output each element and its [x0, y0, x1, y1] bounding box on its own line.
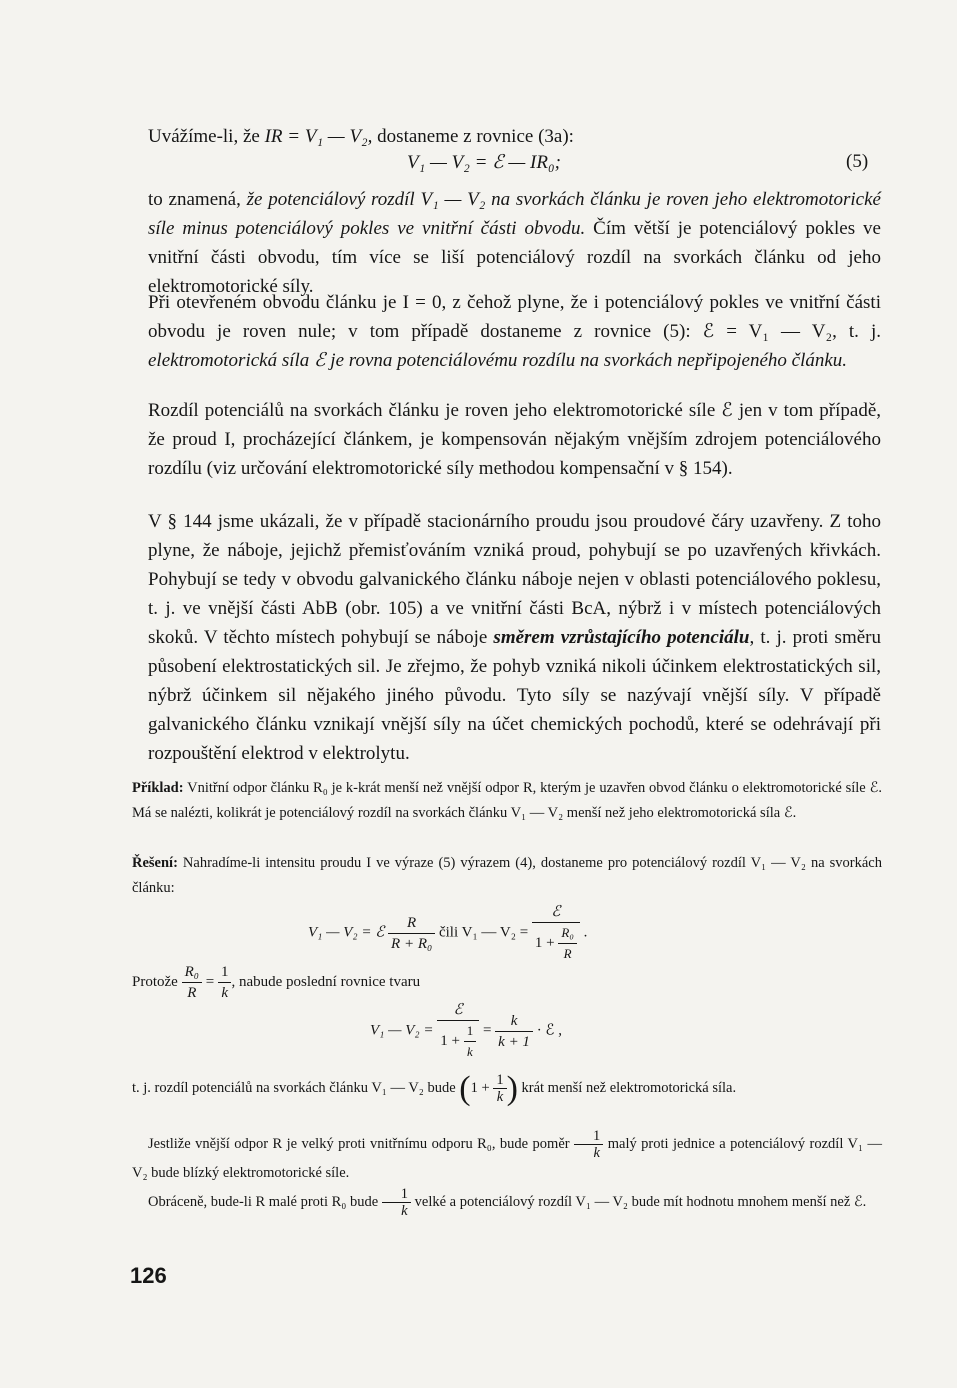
paragraph-intro: [148, 122, 881, 151]
tj-num: 1: [496, 1072, 504, 1088]
jestlize-den: k: [574, 1144, 603, 1161]
eqB-num1: ℰ: [453, 1002, 463, 1018]
intro-expr: IR = V₁ — V₂,: [264, 126, 373, 147]
eqA-fraction-1: [388, 913, 435, 954]
equation-5-number: (5): [846, 151, 869, 172]
eqB-end: · ℰ ,: [532, 1022, 563, 1039]
equation-b: [370, 1000, 562, 1062]
paragraph-potential-drop: [148, 185, 881, 301]
jestlize-a: Jestliže vnější odpor R je velký proti vnitřnímu odporu R₀, bude poměr: [148, 1135, 575, 1152]
eqB-den2: k + 1: [495, 1031, 533, 1052]
jestlize-block: [132, 1128, 882, 1186]
protoze-line: [132, 962, 420, 1003]
eqB-den1a: 1 +: [440, 1032, 464, 1049]
p2-b: že potenciálový rozdíl V₁ — V₂ na svorkách článku je roven jeho elektromotorické síle minus potenciálový pokles ve vnitřní části obvodu.: [148, 189, 881, 239]
jestlize-b: malý proti jednice a potenciálový rozdíl V₁ — V₂ bude blízký elektromotorické síle.: [132, 1135, 882, 1181]
eqB-mid: =: [479, 1022, 496, 1039]
jestlize-num: 1: [593, 1128, 601, 1144]
tj-paren-a: 1 +: [470, 1079, 494, 1096]
p2-c: Čím větší je potenciálový pokles ve vnitřní části obvodu, tím více se liší potenciálový rozdíl na svorkách článku od jeho elektromotorické síly.: [148, 218, 881, 297]
eqA-den2: [532, 922, 580, 964]
eqB-den1den: k: [464, 1041, 477, 1062]
eqA-num2: ℰ: [551, 904, 561, 920]
intro-tail: dostaneme z rovnice (3a):: [372, 126, 574, 147]
protoze-eq: =: [201, 973, 218, 990]
obracene-b: velké a potenciálový rozdíl V₁ — V₂ bude mít hodnotu mnohem menší než ℰ.: [411, 1193, 867, 1210]
eqB-lhs: V₁ — V₂ =: [370, 1022, 434, 1039]
eqA-mid: čili V₁ — V₂ =: [438, 924, 529, 941]
tj-open-paren: (: [459, 1070, 471, 1107]
solution-label: Řešení:: [132, 855, 178, 871]
tj-den: k: [493, 1088, 506, 1105]
tj-b: krát menší než elektromotorická síla.: [517, 1079, 737, 1096]
solution-text: Nahradíme-li intensitu proudu I ve výraze (5) výrazem (4), dostaneme pro potenciálový rozdíl V₁ — V₂ na svorkách článku:: [132, 855, 882, 896]
p3-b: elektromotorická síla ℰ je rovna potenciálovému rozdílu na svorkách nepřipojeného článku.: [148, 350, 848, 371]
eqA-den2den: R: [558, 943, 576, 964]
obracene-den: k: [382, 1202, 411, 1219]
tj-close-paren: ): [506, 1070, 518, 1107]
eqB-den1: [437, 1020, 479, 1062]
protoze-fraction-1: [182, 962, 202, 1003]
p5-b: směrem vzrůstajícího potenciálu: [493, 627, 750, 648]
page-number: 126: [130, 1263, 167, 1288]
paragraph-open-circuit: [148, 288, 881, 375]
eqA-end: .: [583, 924, 588, 941]
eqA-num1: R: [407, 914, 417, 931]
tj-block: [132, 1072, 882, 1105]
eqA-den2a: 1 +: [534, 934, 559, 951]
protoze-b: , nabude poslední rovnice tvaru: [231, 973, 421, 990]
protoze-den2: k: [218, 982, 232, 1003]
example-label: Příklad:: [132, 780, 184, 796]
eqB-fraction-1: [437, 1000, 479, 1062]
jestlize-fraction: [574, 1128, 603, 1161]
eqB-den1-fraction: [464, 1021, 477, 1062]
obracene-num: 1: [400, 1186, 409, 1202]
protoze-den: R: [182, 982, 202, 1003]
obracene-fraction: [382, 1186, 411, 1219]
p5-c: , t. j. proti směru působení elektrostatických sil. Je zřejmo, že pohyb vzniká nikoli účinkem elektrostatických sil, nýbrž účinkem sil nějakého jiného původu. Tyto síly se nazývají vnější síly. V případě galvanického článku vznikají vnější síly na účet chemických pochodů, které se odehrávají při rozpouštění elektrod v elektrolytu.: [148, 627, 881, 764]
obracene-a: Obráceně, bude-li R malé proti R₀ bude: [148, 1193, 382, 1210]
example-block: [132, 776, 882, 826]
eqA-lhs: V₁ — V₂ = ℰ: [308, 924, 385, 941]
solution-block: [132, 851, 882, 901]
protoze-a: Protože: [132, 973, 182, 990]
p2-a: to znamená,: [148, 189, 247, 210]
obracene-block: [132, 1186, 882, 1219]
tj-a: t. j. rozdíl potenciálů na svorkách článku V₁ — V₂ bude: [132, 1079, 460, 1096]
protoze-num: R₀: [184, 964, 199, 980]
eqA-fraction-2: [532, 902, 580, 964]
p5-a: V § 144 jsme ukázali, že v případě stacionárního proudu jsou proudové čáry uzavřeny. Z toho plyne, že náboje, jejichž přemisťováním vzniká proud, pohybují se po uzavřených křivkách. Pohybují se tedy v obvodu galvanického článku náboje nejen v oblasti potenciálového poklesu, t. j. ve vnější části AbB (obr. 105) a ve vnitřní části BcA, nýbrž i v místech potenciálových skoků. V těchto místech pohybují se náboje: [148, 511, 881, 648]
eqA-den2num: R₀: [561, 925, 574, 940]
protoze-fraction-2: [218, 962, 232, 1003]
paragraph-compensation: [148, 396, 881, 483]
eqB-num2: k: [510, 1012, 518, 1029]
intro-lead: Uvážíme-li, že: [148, 126, 265, 147]
example-text: Vnitřní odpor článku R₀ je k-krát menší než vnější odpor R, kterým je uzavřen obvod článku o elektromotorické síle ℰ. Má se nalézti, kolikrát je potenciálový rozdíl na svorkách článku V₁ — V₂ menší než jeho elektromotorická síla ℰ.: [132, 780, 882, 821]
eqB-den1num: 1: [466, 1023, 474, 1038]
protoze-num2: 1: [220, 964, 229, 980]
equation-5: [407, 151, 561, 174]
paragraph-closed-lines: [148, 507, 881, 768]
tj-fraction: [493, 1072, 506, 1105]
p3-a: Při otevřeném obvodu článku je I = 0, z čehož plyne, že i potenciálový pokles ve vnitřní části obvodu je roven nule; v tom případě dostaneme z rovnice (5): ℰ = V₁ — V₂, t. j.: [148, 292, 881, 342]
eqB-fraction-2: [495, 1011, 533, 1052]
equation-a: [308, 902, 587, 964]
eqA-den2-fraction: [558, 923, 576, 964]
equation-5-text: V₁ — V₂ = ℰ — IR₀;: [407, 152, 561, 173]
eqA-den1: R + R₀: [388, 933, 435, 954]
p4-text: Rozdíl potenciálů na svorkách článku je roven jeho elektromotorické síle ℰ jen v tom případě, že proud I, procházející článkem, je kompensován nějakým vnějším zdrojem potenciálového rozdílu (viz určování elektromotorické síly methodou kompensační v § 154).: [148, 400, 881, 479]
